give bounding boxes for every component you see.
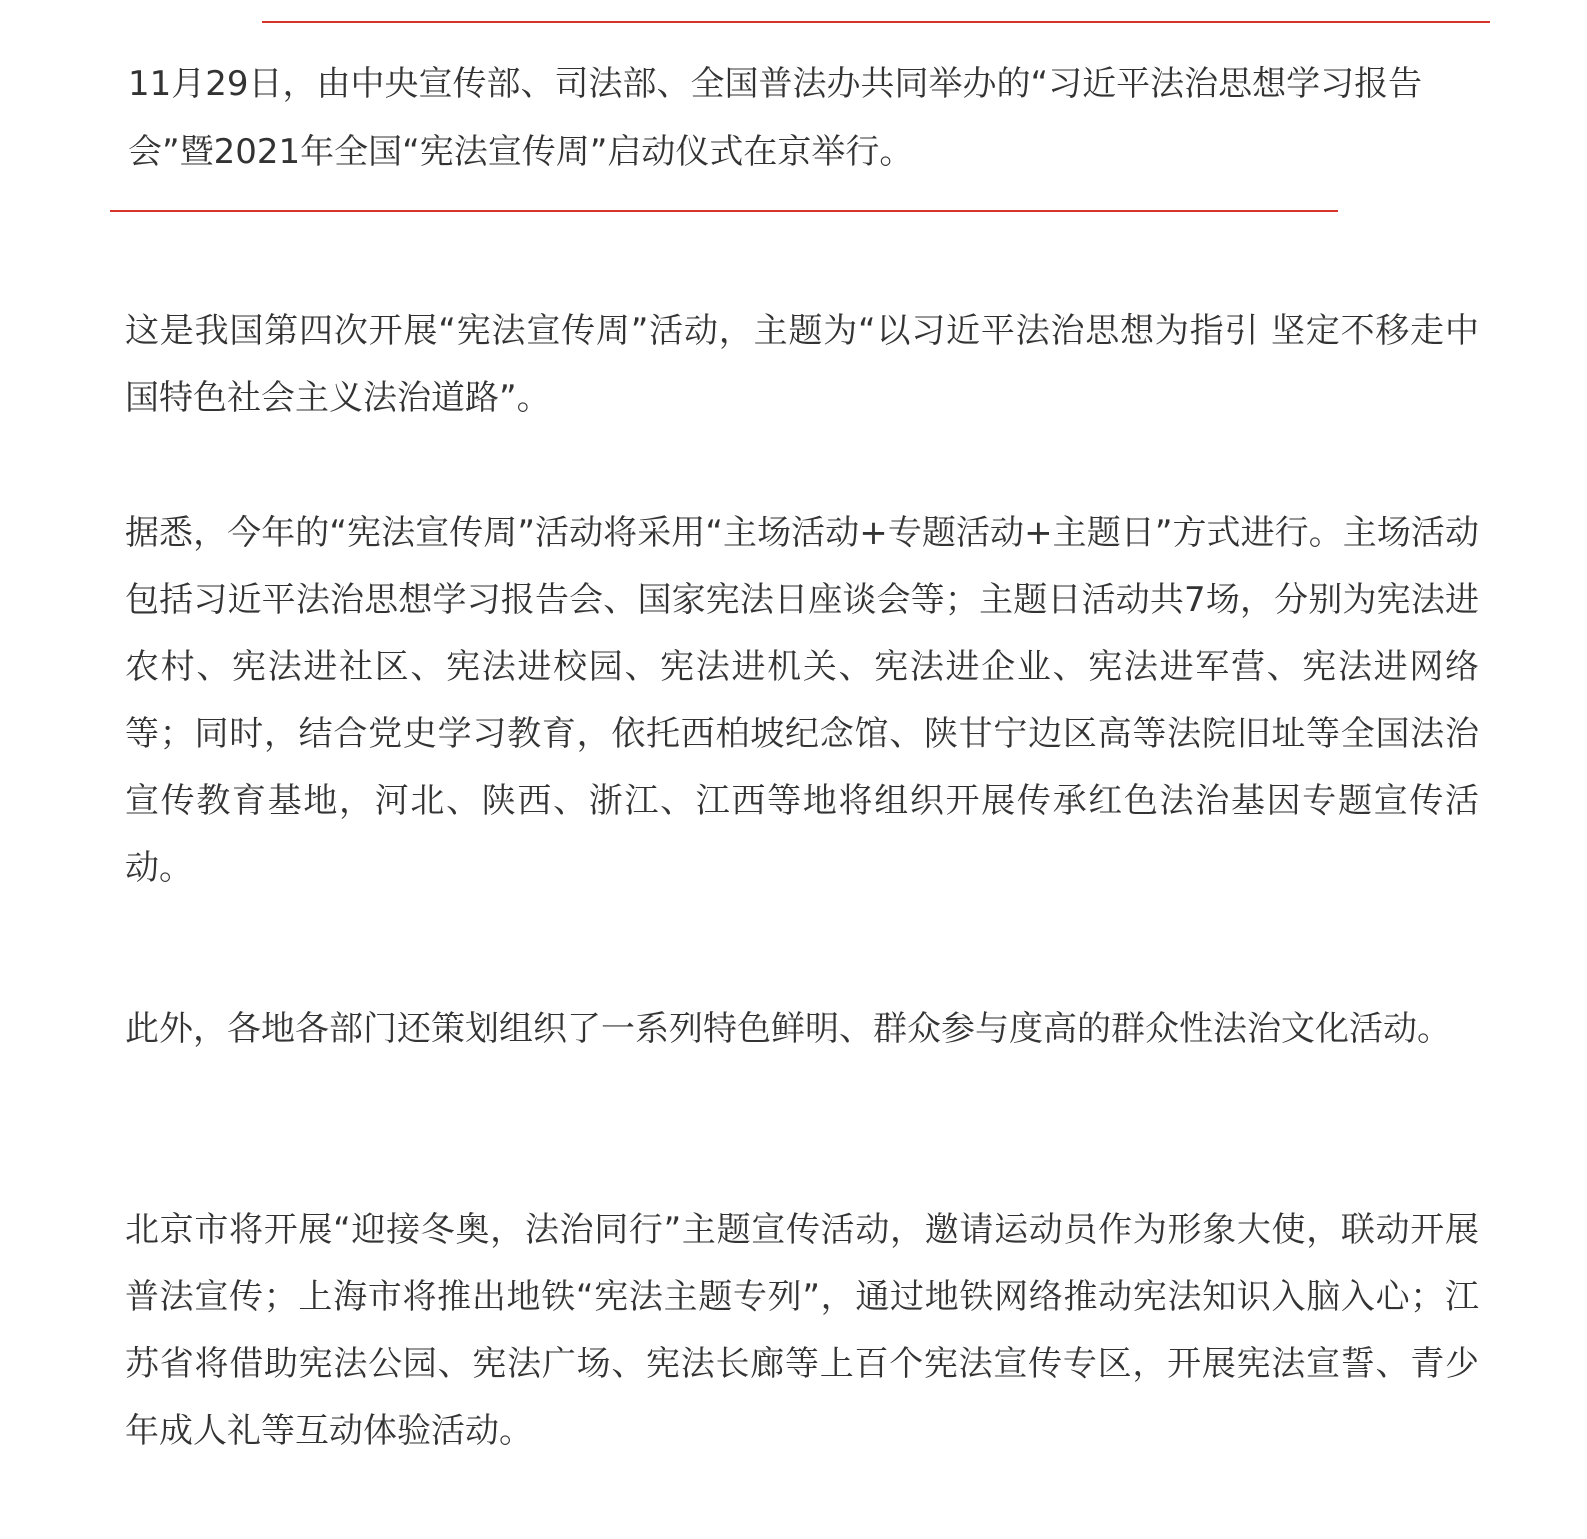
lead-paragraph: 11月29日，由中央宣传部、司法部、全国普法办共同举办的“习近平法治思想学习报告会”暨2021年全国“宪法宣传周”启动仪式在京举行。 [128, 64, 1423, 172]
body-paragraph-2: 据悉，今年的“宪法宣传周”活动将采用“主场活动+专题活动+主题日”方式进行。主场活动包括习近平法治思想学习报告会、国家宪法日座谈会等；主题日活动共7场，分别为宪法进农村、宪法进社区、宪法进校园、宪法进机关、宪法进企业、宪法进军营、宪法进网络等；同时，结合党史学习教育，依托西柏坡纪念馆、陕甘宁边区高等法院旧址等全国法治宣传教育基地，河北、陕西、浙江、江西等地将组织开展传承红色法治基因专题宣传活动。 [125, 513, 1479, 888]
body-paragraph-1: 这是我国第四次开展“宪法宣传周”活动，主题为“以习近平法治思想为指引 坚定不移走中国特色社会主义法治道路”。 [125, 311, 1479, 418]
body-paragraph-4: 北京市将开展“迎接冬奥，法治同行”主题宣传活动，邀请运动员作为形象大使，联动开展普法宣传；上海市将推出地铁“宪法主题专列”，通过地铁网络推动宪法知识入脑入心；江苏省将借助宪法公园、宪法广场、宪法长廊等上百个宪法宣传专区，开展宪法宣誓、青少年成人礼等互动体验活动。 [125, 1210, 1479, 1451]
body-paragraph-3: 此外，各地各部门还策划组织了一系列特色鲜明、群众参与度高的群众性法治文化活动。 [125, 1009, 1451, 1049]
lead-top-divider [262, 21, 1490, 23]
lead-bottom-divider [110, 210, 1338, 212]
